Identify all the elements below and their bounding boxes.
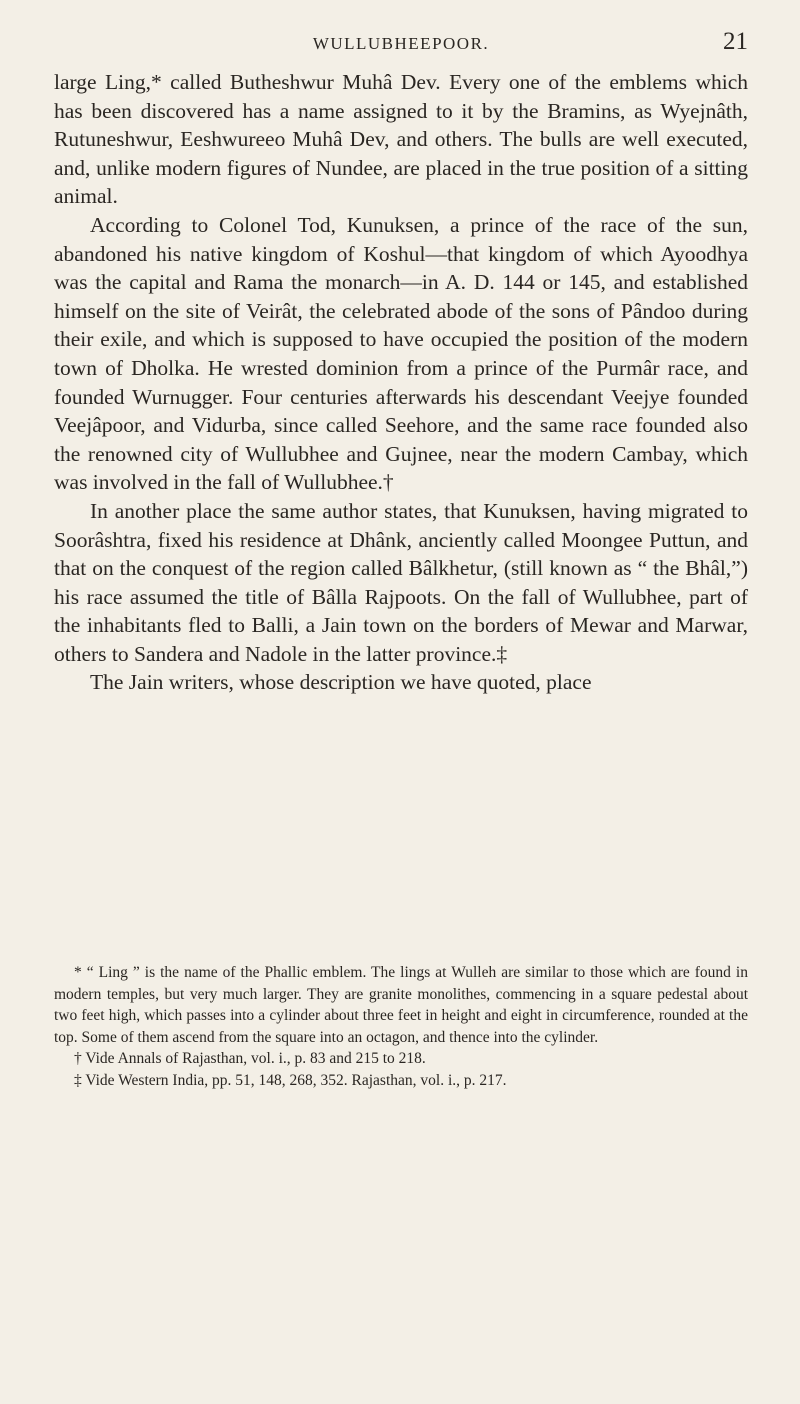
- footnotes: [54, 962, 748, 1091]
- paragraph-1: large Ling,* called Butheshwur Muhâ Dev. Every one of the emblems which has been discovered has a name assigned to it by the Bramins, as Wyejnâth, Rutuneshwur, Eeshwureeo Muhâ Dev, and others. The bulls are well executed, and, unlike modern figures of Nundee, are placed in the true position of a sitting animal.: [54, 70, 748, 209]
- page-number: 21: [723, 28, 748, 55]
- running-head: WULLUBHEEPOOR.: [312, 34, 490, 53]
- paragraph-3: In another place the same author states, that Kunuksen, having migrated to Soorâshtra, fixed his residence at Dhânk, anciently called Moongee Puttun, and that on the conquest of the region called Bâlkhetur, (still known as “ the Bhâl,”) his race assumed the title of Bâlla Rajpoots. On the fall of Wullubhee, part of the inhabitants fled to Balli, a Jain town on the borders of Mewar and Marwar, others to Sandera and Nadole in the latter province.‡: [54, 498, 748, 666]
- paragraph-4: The Jain writers, whose description we have quoted, place: [90, 670, 592, 695]
- body-text: [54, 68, 748, 697]
- footnote-annals: † Vide Annals of Rajasthan, vol. i., p. 83 and 215 to 218.: [74, 1050, 426, 1067]
- paragraph-2: According to Colonel Tod, Kunuksen, a prince of the race of the sun, abandoned his native kingdom of Koshul—that kingdom of which Ayoodhya was the capital and Rama the monarch—in A. D. 144 or 145, and established himself on the site of Veirât, the celebrated abode of the sons of Pândoo during their exile, and which is supposed to have occupied the position of the modern town of Dholka. He wrested dominion from a prince of the Purmâr race, and founded Wurnugger. Four centuries afterwards his descendant Veejye founded Veejâpoor, and Vidurba, since called Seehore, and the same race founded also the renowned city of Wullubhee and Gujnee, near the modern Cambay, which was involved in the fall of Wullubhee.†: [54, 212, 748, 495]
- footnote-western-india: ‡ Vide Western India, pp. 51, 148, 268, 352. Rajasthan, vol. i., p. 217.: [74, 1071, 507, 1089]
- footnote-ling: * “ Ling ” is the name of the Phallic emblem. The lings at Wulleh are similar to those which are found in modern temples, but very much larger. They are granite monolithes, commencing in a square pedestal about two feet high, which passes into a cylinder about three feet in height and eight in circumference, rounded at the top. Some of them ascend from the square into an octagon, and thence into the cylinder.: [54, 964, 748, 1046]
- page-header: [54, 28, 748, 62]
